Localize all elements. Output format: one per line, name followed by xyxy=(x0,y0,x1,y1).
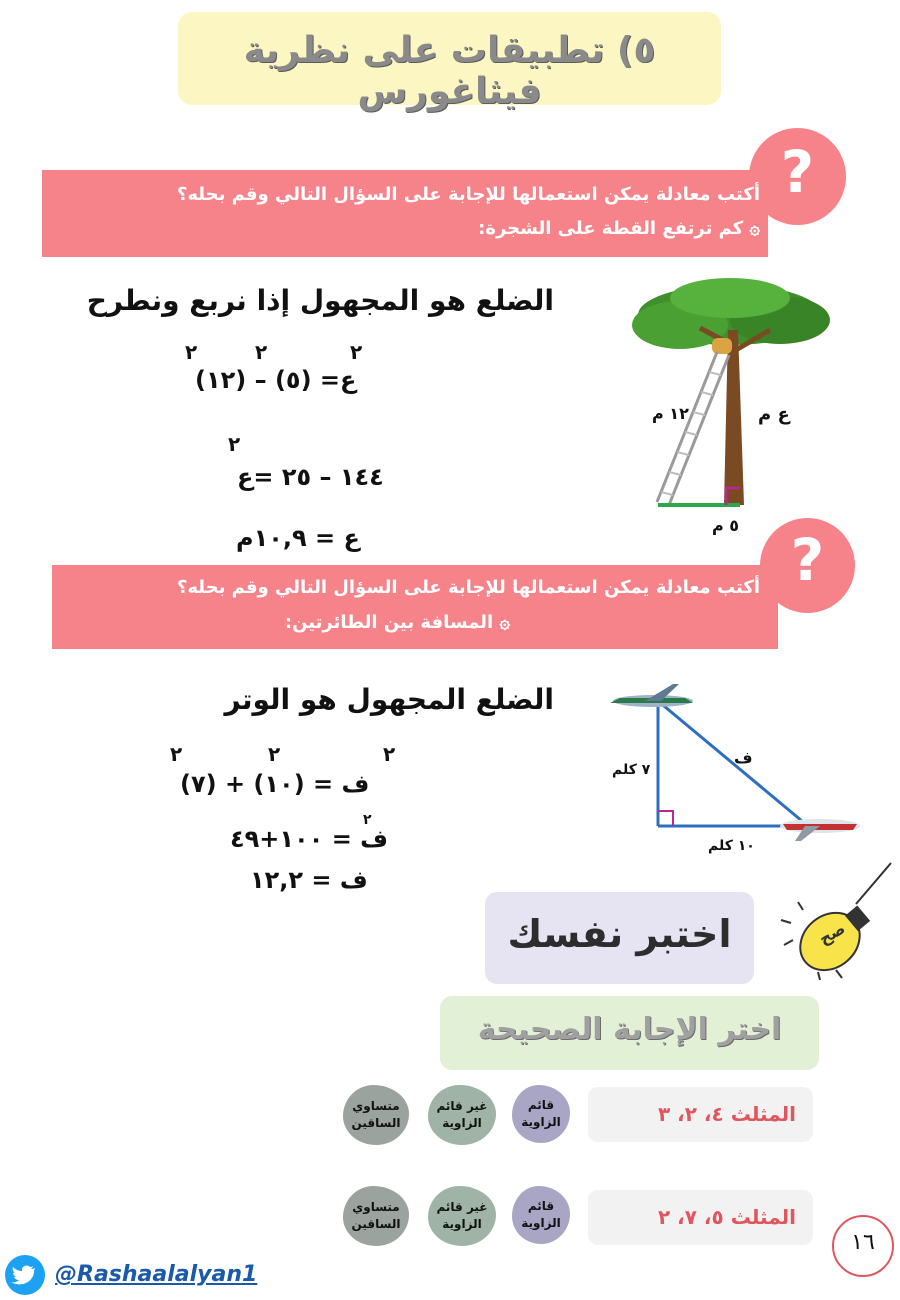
solution2-eq1-exp-c: ٢ xyxy=(383,742,396,766)
page-title: ٥) تطبيقات على نظرية فيثاغورس xyxy=(243,30,656,112)
bulb-text: صح xyxy=(815,918,849,949)
solution2-eq1-exp-a: ٢ xyxy=(170,742,183,766)
solution2-eq1-exp-b: ٢ xyxy=(268,742,281,766)
ladder-label: ١٢ م xyxy=(652,404,689,423)
question1-line1: أكتب معادلة يمكن استعمالها للإجابة على السؤال التالي وقم بحله؟ xyxy=(176,184,760,205)
test-yourself-title: اختبر نفسك xyxy=(507,912,732,956)
exercise2-prompt: المثلث ٥، ٧، ٢ xyxy=(657,1205,796,1229)
solution2-eq2: ف = ١٠٠+٤٩ xyxy=(230,825,389,853)
exercise1-option-isosceles[interactable]: متساوي الساقين xyxy=(343,1085,409,1145)
choose-title: اختر الإجابة الصحيحة xyxy=(477,1012,782,1047)
exercise2-option-not-right-angle[interactable]: غير قائم الزاوية xyxy=(428,1186,496,1246)
exercise2-option-right-angle[interactable]: قائم الزاوية xyxy=(512,1186,570,1244)
solution2-eq2-exp: ٢ xyxy=(363,812,372,828)
solution2-eq3: ف = ١٢,٢ xyxy=(250,866,368,894)
question2-line1: أكتب معادلة يمكن استعمالها للإجابة على السؤال التالي وقم بحله؟ xyxy=(176,577,760,598)
vertical-label: ٧ كلم xyxy=(612,762,651,778)
question1-line2: ۞ كم ترتفع القطة على الشجرة: xyxy=(478,218,760,239)
exercise1-prompt: المثلث ٤، ٢، ٣ xyxy=(657,1102,796,1126)
base-label: ٥ م xyxy=(712,516,740,535)
question2-line2: ۞ المسافة بين الطائرتين: xyxy=(284,612,510,633)
question-mark-icon: ? xyxy=(790,526,825,594)
solution1-eq1-exp-c: ٢ xyxy=(350,340,363,364)
exercise1-option-not-right-angle[interactable]: غير قائم الزاوية xyxy=(428,1085,496,1145)
solution1-eq1: (١٢) – (٥) =ع xyxy=(195,366,357,394)
solution2-eq1: ف = (١٠) + (٧) xyxy=(180,770,370,798)
page-number: ١٦ xyxy=(851,1230,875,1255)
solution1-eq1-exp-b: ٢ xyxy=(255,340,268,364)
hyp-label: ف xyxy=(734,748,753,767)
solution1-eq3: ع = ١٠,٩م xyxy=(236,524,360,552)
twitter-icon[interactable] xyxy=(5,1255,45,1295)
question-mark-icon: ? xyxy=(780,138,815,206)
horizontal-label: ١٠ كلم xyxy=(708,838,755,854)
solution1-eq1-exp-a: ٢ xyxy=(185,340,198,364)
solution1-heading: الضلع هو المجهول إذا نربع ونطرح xyxy=(86,284,554,317)
solution1-eq2-exp: ٢ xyxy=(228,432,241,456)
height-label: ع م xyxy=(758,404,790,425)
exercise1-option-right-angle[interactable]: قائم الزاوية xyxy=(512,1085,570,1143)
solution2-heading: الضلع المجهول هو الوتر xyxy=(224,683,554,716)
exercise2-option-isosceles[interactable]: متساوي الساقين xyxy=(343,1186,409,1246)
solution1-eq2: ١٤٤ – ٢٥ =ع xyxy=(237,463,384,491)
twitter-handle[interactable]: @Rashaalalyan1 xyxy=(55,1262,258,1287)
